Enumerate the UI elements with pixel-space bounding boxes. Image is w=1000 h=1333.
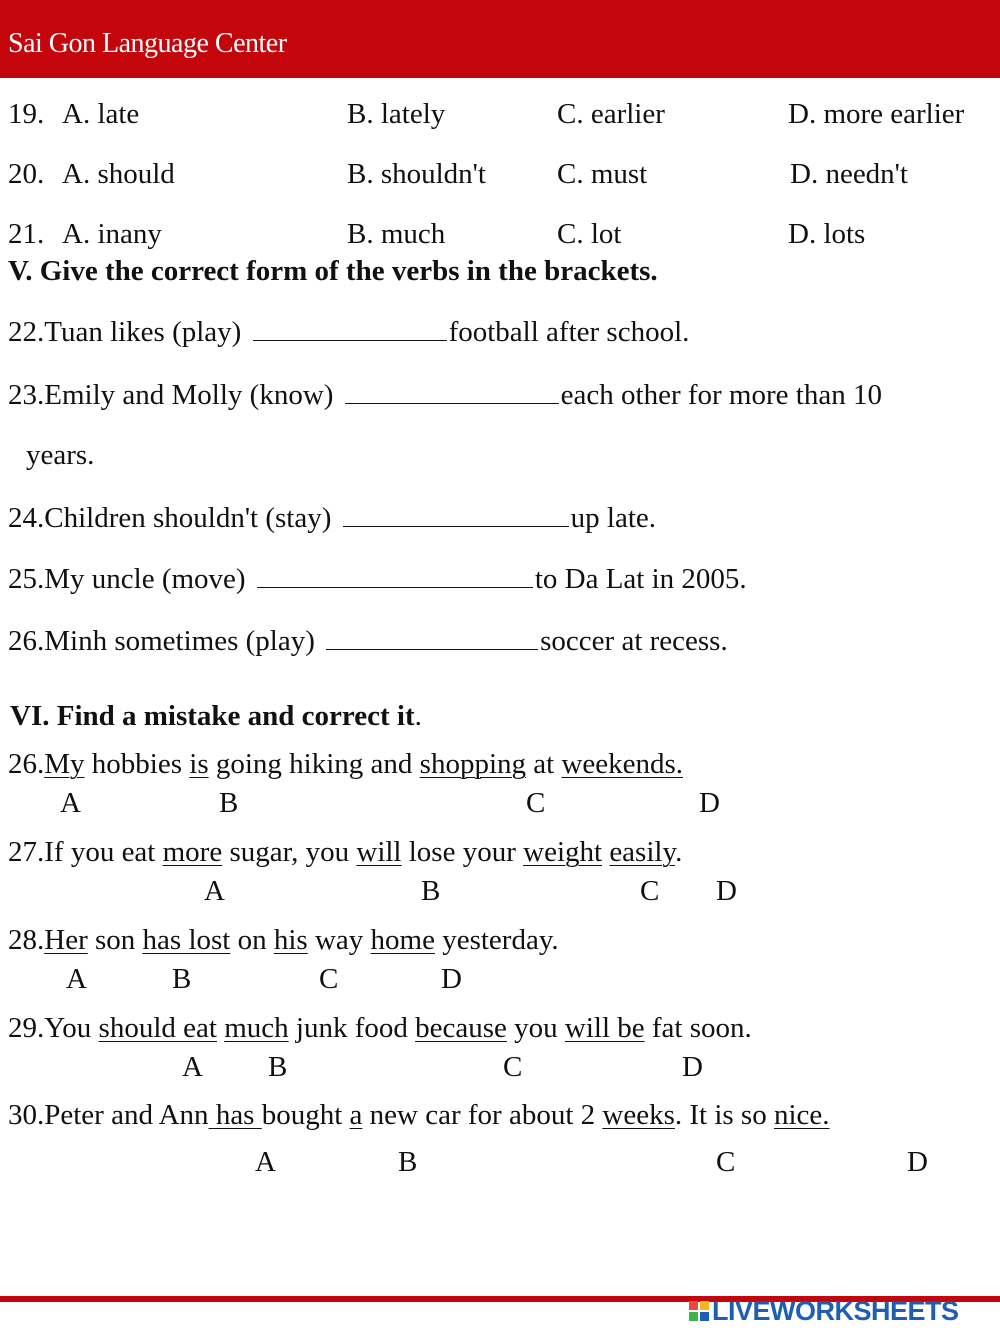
question-30 [8,1101,830,1130]
section-v-title: V. Give the correct form of the verbs in the brackets. [8,255,658,287]
question-text: going hiking and [208,748,420,780]
question-text: at [526,748,562,780]
option-a: A. late [62,98,140,130]
question-text: . It is so [674,1099,774,1131]
question-22 [8,318,689,347]
underlined-d[interactable]: easily [609,836,676,868]
answer-blank[interactable] [343,504,569,527]
question-23-continued: years. [26,439,95,471]
underlined-d[interactable]: nice. [773,1099,830,1131]
question-number: 21. [8,218,45,250]
choice-letter-c: C [640,875,660,907]
liveworksheets-logo[interactable] [688,1297,959,1325]
underlined-a[interactable]: Her [44,924,88,956]
choice-letter-c: C [716,1146,736,1178]
question-23 [8,381,882,410]
underlined-b[interactable]: has lost [142,924,231,956]
question-text: 26.Minh sometimes (play) [8,625,323,657]
choice-letter-b: B [398,1146,418,1178]
question-text: sugar, you [222,836,357,868]
header-bar [0,0,1000,78]
question-text: 22.Tuan likes (play) [8,316,249,348]
question-27 [8,838,682,867]
question-text: hobbies [84,748,190,780]
option-a: A. inany [62,218,162,250]
header-title: Sai Gon Language Center [8,28,287,59]
liveworksheets-logo-text: LIVEWORKSHEETS [712,1295,959,1326]
underlined-c[interactable]: weeks [602,1099,675,1131]
question-number: 19. [8,98,45,130]
option-b: B. lately [347,98,446,130]
underlined-a[interactable]: has [208,1099,262,1131]
choice-letter-b: B [421,875,441,907]
question-text-end: soccer at recess. [540,625,728,657]
underlined-a[interactable]: My [44,748,85,780]
question-text: 25.My uncle (move) [8,563,253,595]
question-text: you [506,1012,565,1044]
question-number: 20. [8,158,45,190]
question-text: new car for about 2 [362,1099,603,1131]
answer-blank[interactable] [326,627,538,650]
choice-letter-a: A [204,875,225,907]
liveworksheets-logo-icon [688,1300,710,1322]
question-text-end: to Da Lat in 2005. [534,563,747,595]
question-26-verb [8,627,728,656]
section-vi-title [10,702,422,731]
question-number: 28. [8,924,45,956]
choice-letter-d: D [716,875,737,907]
question-number: 27. [8,836,45,868]
choice-letter-d: D [907,1146,928,1178]
question-29 [8,1014,752,1043]
option-b: B. shouldn't [347,158,486,190]
question-text-end: up late. [570,502,656,534]
underlined-b[interactable]: much [224,1012,289,1044]
option-a: A. should [62,158,175,190]
choice-letter-a: A [66,963,87,995]
choice-letter-d: D [699,787,720,819]
underlined-d[interactable]: home [370,924,435,956]
question-24 [8,504,656,533]
underlined-b[interactable]: a [349,1099,363,1131]
underlined-b[interactable]: is [189,748,209,780]
question-26-mistake [8,750,683,779]
underlined-c[interactable]: shopping [419,748,526,780]
underlined-d[interactable]: weekends. [561,748,684,780]
question-text: on [230,924,274,956]
question-text: If you eat [44,836,163,868]
question-text: junk food [288,1012,416,1044]
choice-letter-a: A [60,787,81,819]
question-25 [8,565,747,594]
question-28 [8,926,559,955]
answer-blank[interactable] [257,565,533,588]
question-text: son [87,924,143,956]
question-text-end: football after school. [448,316,690,348]
underlined-c[interactable]: weight [523,836,603,868]
section-vi-title-period: . [414,700,422,732]
question-text: yesterday. [434,924,559,956]
question-text: 23.Emily and Molly (know) [8,379,341,411]
answer-blank[interactable] [345,381,559,404]
choice-letter-c: C [503,1051,523,1083]
option-d: D. lots [788,218,866,250]
choice-letter-c: C [319,963,339,995]
underlined-a[interactable]: should eat [98,1012,217,1044]
choice-letter-b: B [219,787,239,819]
choice-letter-d: D [682,1051,703,1083]
underlined-d[interactable]: will be [564,1012,645,1044]
question-text: 24.Children shouldn't (stay) [8,502,339,534]
choice-letter-b: B [172,963,192,995]
answer-blank[interactable] [253,318,447,341]
question-number: 26. [8,748,45,780]
question-text: Peter and Ann [44,1099,209,1131]
option-c: C. must [557,158,648,190]
question-number: 30. [8,1099,45,1131]
choice-letter-d: D [441,963,462,995]
underlined-a[interactable]: more [162,836,223,868]
question-text: . [675,836,683,868]
question-text: lose your [401,836,524,868]
underlined-c[interactable]: because [415,1012,507,1044]
option-d: D. needn't [790,158,908,190]
option-b: B. much [347,218,446,250]
choice-letter-a: A [255,1146,276,1178]
underlined-b[interactable]: will [356,836,402,868]
option-c: C. lot [557,218,622,250]
question-text: You [44,1012,99,1044]
choice-letter-a: A [182,1051,203,1083]
underlined-c[interactable]: his [273,924,308,956]
option-d: D. more earlier [788,98,965,130]
question-text-end: each other for more than 10 [560,379,882,411]
question-text: bought [261,1099,350,1131]
choice-letter-b: B [268,1051,288,1083]
section-vi-title-text: VI. Find a mistake and correct it [10,700,415,732]
question-number: 29. [8,1012,45,1044]
question-text: fat soon. [644,1012,752,1044]
choice-letter-c: C [526,787,546,819]
question-text: way [307,924,371,956]
option-c: C. earlier [557,98,665,130]
